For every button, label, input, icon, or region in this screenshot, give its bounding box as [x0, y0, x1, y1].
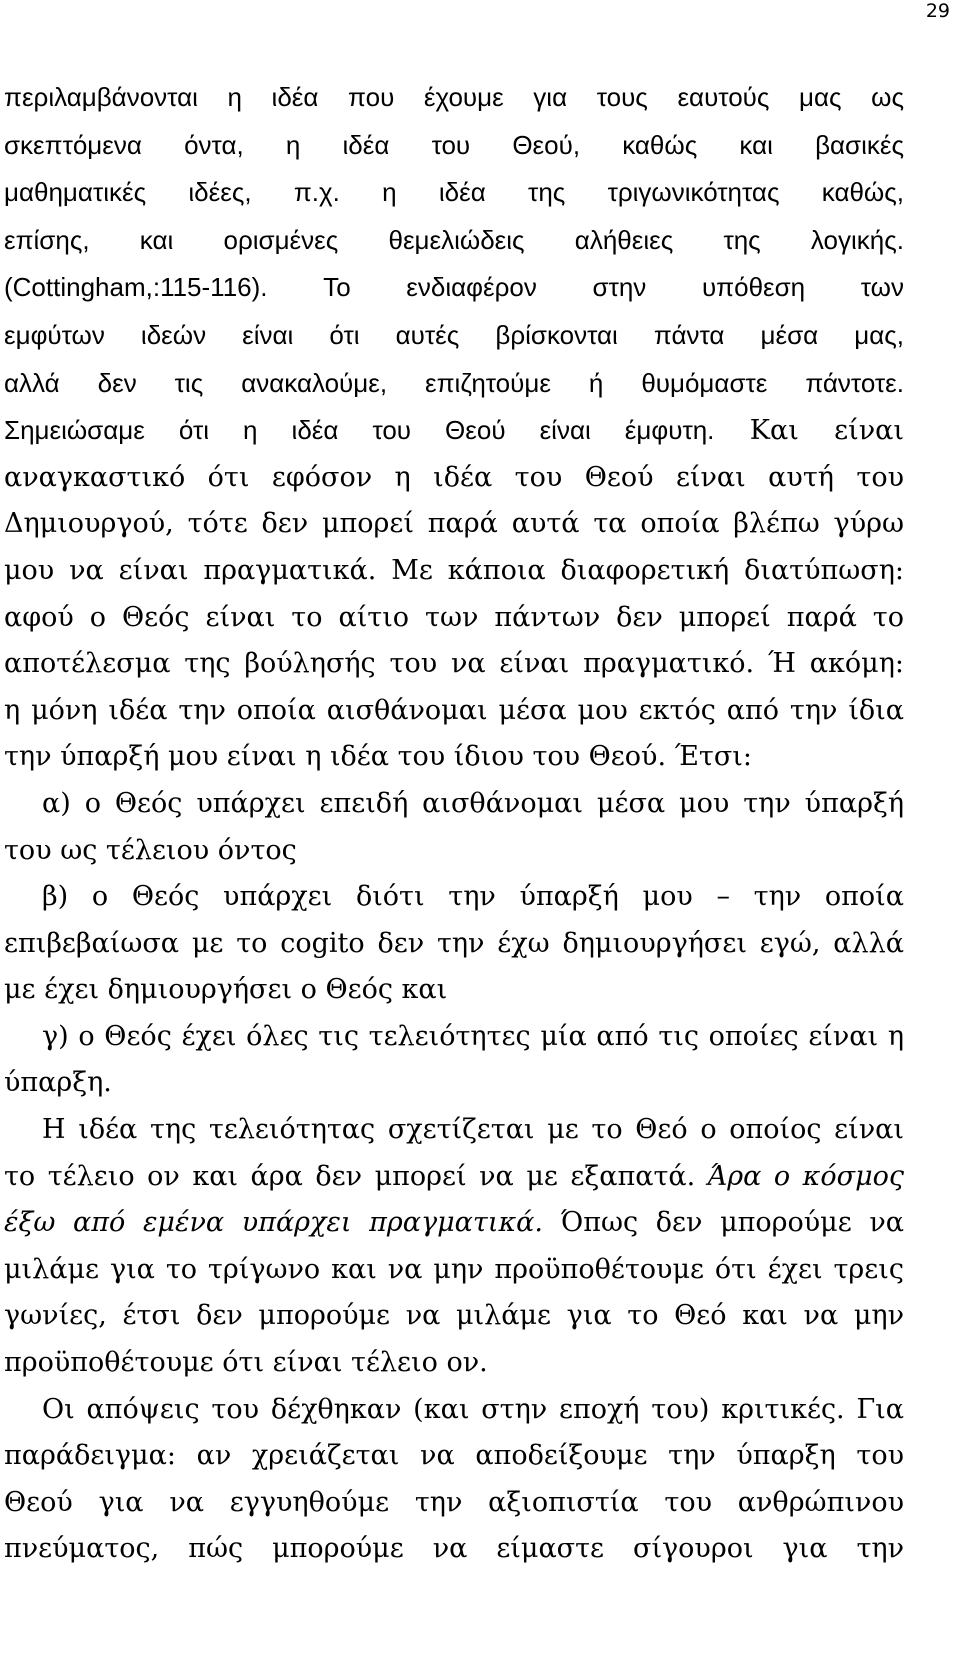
text-segment: μιλάμε για το τρίγωνο και να μην προϋποθέτουμε ότι έχει τρεις	[4, 1253, 904, 1285]
text-segment: αποτέλεσμα της βούλησής του να είναι πραγματικό. Ή ακόμη:	[4, 648, 904, 680]
text-line	[4, 1293, 904, 1340]
text-segment: σκεπτόμενα όντα, η ιδέα του Θεού, καθώς και βασικές	[4, 129, 904, 160]
text-line	[4, 455, 904, 502]
text-line	[4, 264, 904, 312]
text-segment: πνεύματος, πώς μπορούμε να είμαστε σίγουροι για την	[4, 1533, 904, 1565]
text-segment: παράδειγμα: αν χρειάζεται να αποδείξουμε την ύπαρξη του	[4, 1440, 904, 1472]
text-segment: αναγκαστικό ότι εφόσον η ιδέα του Θεού είναι αυτή του	[4, 461, 904, 493]
text-segment: επιβεβαίωσα με το cogito δεν την έχω δημιουργήσει εγώ, αλλά	[4, 927, 904, 959]
body-text	[4, 74, 904, 1573]
text-line	[4, 501, 904, 548]
text-segment: το τέλειο ον και άρα δεν μπορεί να με εξαπατά.	[4, 1160, 708, 1192]
text-segment: γωνίες, έτσι δεν μπορούμε να μιλάμε για το Θεό και να μην	[4, 1300, 904, 1332]
text-line	[4, 217, 904, 265]
text-segment: αλλά δεν τις ανακαλούμε, επιζητούμε ή θυμόμαστε πάντοτε.	[4, 367, 904, 398]
text-segment: με έχει δημιουργήσει ο Θεός και	[4, 974, 448, 1006]
text-segment: επίσης, και ορισμένες θεμελιώδεις αλήθειες της λογικής.	[4, 224, 904, 255]
text-segment: Δημιουργού, τότε δεν μπορεί παρά αυτά τα οποία βλέπω γύρω	[4, 508, 904, 540]
text-line	[4, 1480, 904, 1527]
text-segment: αφού ο Θεός είναι το αίτιο των πάντων δεν μπορεί παρά το	[4, 601, 904, 633]
text-line	[4, 734, 904, 781]
text-line	[4, 312, 904, 360]
text-line	[4, 921, 904, 968]
text-segment: την ύπαρξή μου είναι η ιδέα του ίδιου του Θεού. Έτσι:	[4, 741, 752, 773]
text-segment: Και είναι	[714, 415, 904, 447]
text-line	[4, 548, 904, 595]
text-line	[4, 641, 904, 688]
text-segment: περιλαμβάνονται η ιδέα που έχουμε για τους εαυτούς μας ως	[4, 82, 904, 112]
text-line	[4, 1200, 904, 1247]
text-line	[4, 595, 904, 642]
text-segment: Σημειώσαμε ότι η ιδέα του Θεού είναι έμφυτη.	[4, 415, 715, 446]
text-line	[4, 1107, 904, 1154]
text-line	[4, 1526, 904, 1573]
text-line	[4, 1433, 904, 1480]
text-line	[4, 1060, 904, 1107]
text-segment: (Cottingham,:115-116).	[4, 272, 268, 303]
text-segment: η μόνη ιδέα την οποία αισθάνομαι μέσα μου εκτός από την ίδια	[4, 694, 904, 726]
text-line	[4, 407, 904, 455]
text-segment: προϋποθέτουμε ότι είναι τέλειο ον.	[4, 1347, 488, 1379]
text-line	[4, 781, 904, 828]
text-segment: Άρα ο κόσμος	[707, 1160, 904, 1192]
text-segment: εμφύτων ιδεών είναι ότι αυτές βρίσκονται πάντα μέσα μας,	[4, 319, 904, 350]
text-segment: έξω από εμένα υπάρχει πραγματικά.	[4, 1207, 543, 1239]
text-line	[4, 122, 904, 170]
text-segment: α) ο Θεός υπάρχει επειδή αισθάνομαι μέσα μου την ύπαρξή	[42, 787, 904, 819]
text-line	[4, 1014, 904, 1061]
text-segment: Θεού για να εγγυηθούμε την αξιοπιστία του ανθρώπινου	[4, 1486, 904, 1518]
text-line	[4, 169, 904, 217]
text-line	[4, 828, 904, 875]
page-number: 29	[925, 0, 950, 22]
text-segment: μαθηματικές ιδέες, π.χ. η ιδέα της τριγωνικότητας καθώς,	[4, 177, 904, 208]
text-line	[4, 1154, 904, 1201]
text-segment: Το ενδιαφέρον στην υπόθεση των	[267, 272, 904, 303]
text-segment: Οι απόψεις του δέχθηκαν (και στην εποχή του) κριτικές. Για	[42, 1393, 904, 1425]
text-line	[4, 967, 904, 1014]
text-segment: γ) ο Θεός έχει όλες τις τελειότητες μία από τις οποίες είναι η	[42, 1020, 904, 1052]
text-segment: μου να είναι πραγματικά. Με κάποια διαφορετική διατύπωση:	[4, 554, 904, 586]
text-segment: του ως τέλειου όντος	[4, 834, 297, 866]
text-line	[4, 74, 904, 122]
text-segment: Η ιδέα της τελειότητας σχετίζεται με το Θεό ο οποίος είναι	[42, 1114, 904, 1146]
text-segment: β) ο Θεός υπάρχει διότι την ύπαρξή μου – την οποία	[42, 881, 904, 913]
text-line	[4, 1340, 904, 1387]
text-line	[4, 688, 904, 735]
text-line	[4, 360, 904, 408]
text-segment: Όπως δεν μπορούμε να	[542, 1207, 905, 1239]
text-line	[4, 1387, 904, 1434]
text-line	[4, 1247, 904, 1294]
text-line	[4, 874, 904, 921]
text-segment: ύπαρξη.	[4, 1067, 112, 1099]
